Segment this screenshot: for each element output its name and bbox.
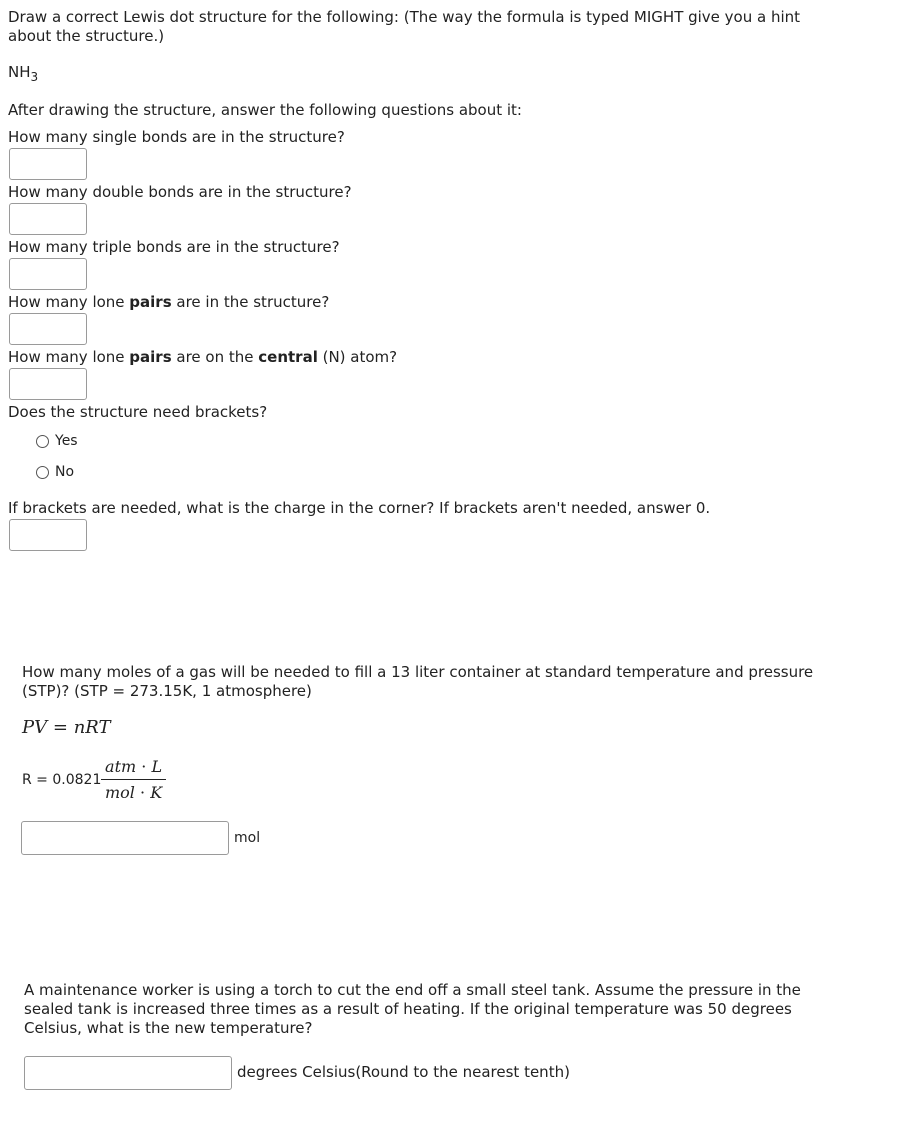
central-q-bold1: pairs — [129, 348, 172, 366]
central-q-bold2: central — [258, 348, 318, 366]
single-bonds-input[interactable] — [9, 148, 87, 180]
single-bonds-question: How many single bonds are in the structure? — [8, 128, 345, 146]
equation-rhs: nRT — [73, 717, 111, 738]
q1-formula — [8, 63, 38, 83]
equation-lhs: PV — [22, 717, 48, 738]
radio-button-icon[interactable] — [36, 466, 49, 479]
radio-option-no[interactable] — [36, 464, 74, 480]
moles-answer-input[interactable] — [21, 821, 229, 855]
double-bonds-question: How many double bonds are in the structure? — [8, 183, 352, 201]
gas-constant-label: R = 0.0821 — [22, 772, 102, 788]
units-numerator — [101, 757, 166, 779]
triple-bonds-input[interactable] — [9, 258, 87, 290]
lone-pairs-input[interactable] — [9, 313, 87, 345]
charge-input[interactable] — [9, 519, 87, 551]
radio-button-icon[interactable] — [36, 435, 49, 448]
q2-text-line1: How many moles of a gas will be needed to fill a 13 liter container at standard temperature and pressure — [22, 663, 814, 681]
q1-after-text: After drawing the structure, answer the following questions about it: — [8, 101, 522, 119]
central-q-pre: How many lone — [8, 348, 130, 366]
moles-unit-label: mol — [234, 830, 261, 846]
central-q-post: (N) atom? — [317, 348, 398, 366]
q3-text-line2: sealed tank is increased three times as a result of heating. If the original temperature was 50 degrees — [24, 1000, 792, 1018]
lone-pairs-q-pre: How many lone — [8, 293, 130, 311]
lone-pairs-q-bold: pairs — [129, 293, 172, 311]
central-q-mid: are on the — [171, 348, 259, 366]
q1-intro-line2: about the structure.) — [8, 27, 165, 45]
lone-pairs-question — [8, 293, 329, 312]
triple-bonds-question: How many triple bonds are in the structure? — [8, 238, 340, 256]
unit-liter: L — [151, 757, 163, 776]
gas-constant-units — [101, 757, 166, 802]
unit-dot: · — [140, 783, 146, 802]
formula-subscript: 3 — [30, 70, 39, 84]
temperature-answer-input[interactable] — [24, 1056, 232, 1090]
q3-text-line1: A maintenance worker is using a torch to cut the end off a small steel tank. Assume the pressure in the — [24, 981, 801, 999]
unit-dot: · — [141, 757, 147, 776]
unit-mol: mol — [105, 783, 135, 802]
charge-question: If brackets are needed, what is the charge in the corner? If brackets aren't needed, answer 0. — [8, 499, 711, 517]
formula-text: NH — [8, 63, 31, 81]
q3-text-line3: Celsius, what is the new temperature? — [24, 1019, 313, 1037]
temperature-unit-label: degrees Celsius(Round to the nearest tenth) — [237, 1063, 570, 1081]
unit-kelvin: K — [150, 783, 163, 802]
brackets-question: Does the structure need brackets? — [8, 403, 268, 421]
radio-label-no: No — [55, 464, 75, 480]
double-bonds-input[interactable] — [9, 203, 87, 235]
equation-equals: = — [52, 717, 68, 738]
ideal-gas-equation — [22, 717, 111, 738]
q1-intro-line1: Draw a correct Lewis dot structure for the following: (The way the formula is typed MIGHT give you a hint — [8, 8, 801, 26]
central-lone-pairs-input[interactable] — [9, 368, 87, 400]
q2-text-line2: (STP)? (STP = 273.15K, 1 atmosphere) — [22, 682, 312, 700]
radio-option-yes[interactable] — [36, 433, 78, 449]
unit-atm: atm — [105, 757, 137, 776]
units-denominator — [101, 779, 166, 802]
lone-pairs-q-post: are in the structure? — [171, 293, 330, 311]
radio-label-yes: Yes — [55, 433, 78, 449]
central-lone-pairs-question — [8, 348, 397, 367]
